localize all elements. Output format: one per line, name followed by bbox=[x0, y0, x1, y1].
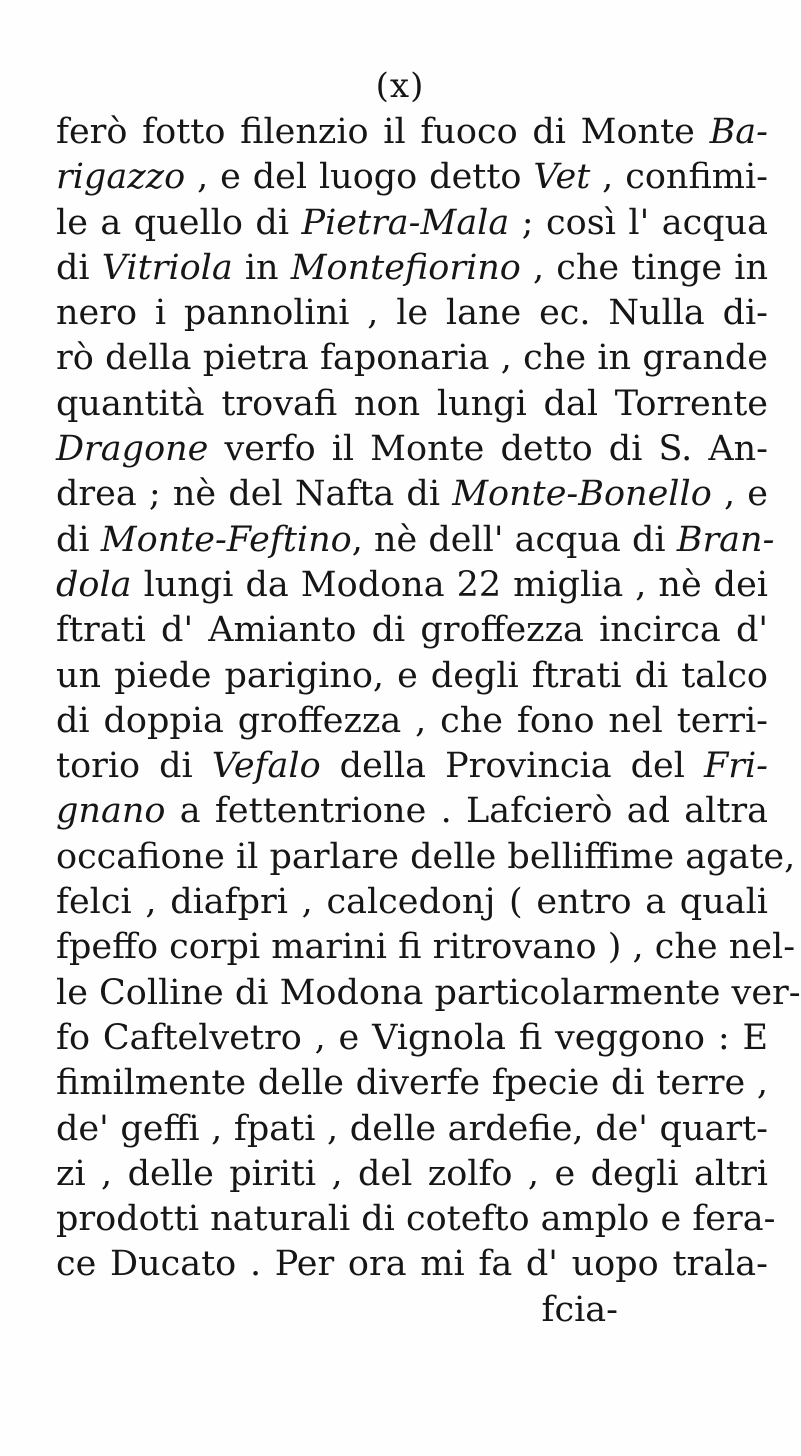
text-line bbox=[56, 1061, 768, 1106]
text-run: della Provincia del bbox=[320, 746, 704, 787]
text-run: ferò fotto filenzio il fuoco di Monte bbox=[56, 112, 710, 152]
text-run: prodotti naturali di cotefto amplo e fera- bbox=[56, 1199, 776, 1240]
text-line bbox=[56, 1288, 768, 1333]
text-line bbox=[56, 246, 768, 291]
text-line bbox=[56, 880, 768, 925]
italic-text-run: Fri- bbox=[703, 746, 768, 787]
text-line bbox=[56, 336, 768, 381]
text-line bbox=[56, 1242, 768, 1287]
text-line bbox=[56, 1016, 768, 1061]
text-line bbox=[56, 563, 768, 608]
text-line bbox=[56, 291, 768, 336]
text-run: , che tinge in bbox=[520, 247, 768, 288]
text-run: ; così l' acqua bbox=[509, 202, 768, 243]
italic-text-run: dola bbox=[56, 564, 132, 605]
text-line bbox=[56, 654, 768, 699]
text-run: nero i pannolini , le lane ec. Nulla di- bbox=[56, 293, 768, 334]
text-line bbox=[56, 744, 768, 789]
text-run: di bbox=[56, 247, 102, 288]
text-run: drea ; nè del Nafta di bbox=[56, 474, 453, 515]
text-run: de' geffi , fpati , delle ardefie, de' quart- bbox=[56, 1108, 768, 1149]
text-line bbox=[56, 382, 768, 427]
text-run: , confimi- bbox=[590, 157, 768, 198]
text-run: fo Caftelvetro , e Vignola fi veggono : E bbox=[56, 1017, 768, 1058]
text-run: quantità trovafi non lungi dal Torrente bbox=[56, 383, 768, 424]
body-text bbox=[56, 110, 801, 1333]
text-run: le Colline di Modona particolarmente ver- bbox=[56, 972, 801, 1013]
text-line bbox=[56, 1152, 768, 1197]
text-run: occafione il parlare delle belliffime agate, bbox=[56, 836, 796, 877]
page-number: (x) bbox=[375, 66, 425, 106]
text-run: verfo il Monte detto di S. An- bbox=[208, 429, 768, 470]
text-line bbox=[56, 1107, 768, 1152]
text-run: le a quello di bbox=[56, 202, 302, 243]
text-run: torio di bbox=[56, 746, 212, 787]
italic-text-run: Pietra-Mala bbox=[301, 202, 510, 243]
text-run: lungi da Modona 22 miglia , nè dei bbox=[131, 564, 768, 605]
text-run: un piede parigino, e degli ftrati di talco bbox=[56, 655, 768, 696]
text-line bbox=[56, 789, 768, 834]
italic-text-run: Monte-Bonello bbox=[452, 474, 712, 515]
italic-text-run: Vitriola bbox=[101, 247, 233, 288]
text-line bbox=[56, 427, 768, 472]
italic-text-run: Dragone bbox=[56, 429, 209, 470]
text-run: , nè dell' acqua di bbox=[351, 519, 677, 560]
italic-text-run: Vefalo bbox=[211, 746, 321, 787]
text-line bbox=[56, 518, 775, 563]
text-run: felci , diafpri , calcedonj ( entro a quali bbox=[56, 882, 768, 923]
text-run: fpeffo corpi marini fi ritrovano ) , che nel- bbox=[56, 927, 796, 968]
text-run: in bbox=[232, 247, 291, 288]
text-run: , e del luogo detto bbox=[185, 157, 534, 198]
italic-text-run: Monte-Feftino bbox=[100, 519, 352, 560]
italic-text-run: Ba- bbox=[709, 112, 768, 152]
text-run: ce Ducato . Per ora mi fa d' uopo trala- bbox=[56, 1244, 768, 1285]
text-line bbox=[56, 201, 768, 246]
text-line bbox=[56, 608, 768, 653]
italic-text-run: gnano bbox=[56, 791, 166, 832]
text-run: , e bbox=[711, 474, 768, 515]
italic-text-run: Montefiorino bbox=[290, 247, 521, 288]
italic-text-run: Vet bbox=[533, 157, 591, 198]
text-line bbox=[56, 110, 768, 155]
text-run: a fettentrione . Lafcierò ad altra bbox=[165, 791, 768, 832]
text-line bbox=[56, 835, 796, 880]
text-run: fcia- bbox=[541, 1289, 618, 1330]
text-run: rò della pietra faponaria , che in grande bbox=[56, 338, 768, 379]
text-run: fimilmente delle diverfe fpecie di terre , bbox=[56, 1063, 768, 1104]
text-line bbox=[56, 155, 768, 200]
text-line bbox=[56, 925, 796, 970]
text-run: di bbox=[56, 519, 101, 560]
text-run: ftrati d' Amianto di groffezza incirca d' bbox=[56, 610, 768, 651]
italic-text-run: rigazzo bbox=[56, 157, 186, 198]
text-line bbox=[56, 472, 768, 517]
text-line bbox=[56, 699, 768, 744]
text-line bbox=[56, 1197, 776, 1242]
text-run: di doppia groffezza , che fono nel terri- bbox=[56, 700, 768, 741]
text-run: zi , delle piriti , del zolfo , e degli altri bbox=[56, 1153, 768, 1194]
text-line bbox=[56, 971, 801, 1016]
italic-text-run: Bran- bbox=[676, 519, 775, 560]
